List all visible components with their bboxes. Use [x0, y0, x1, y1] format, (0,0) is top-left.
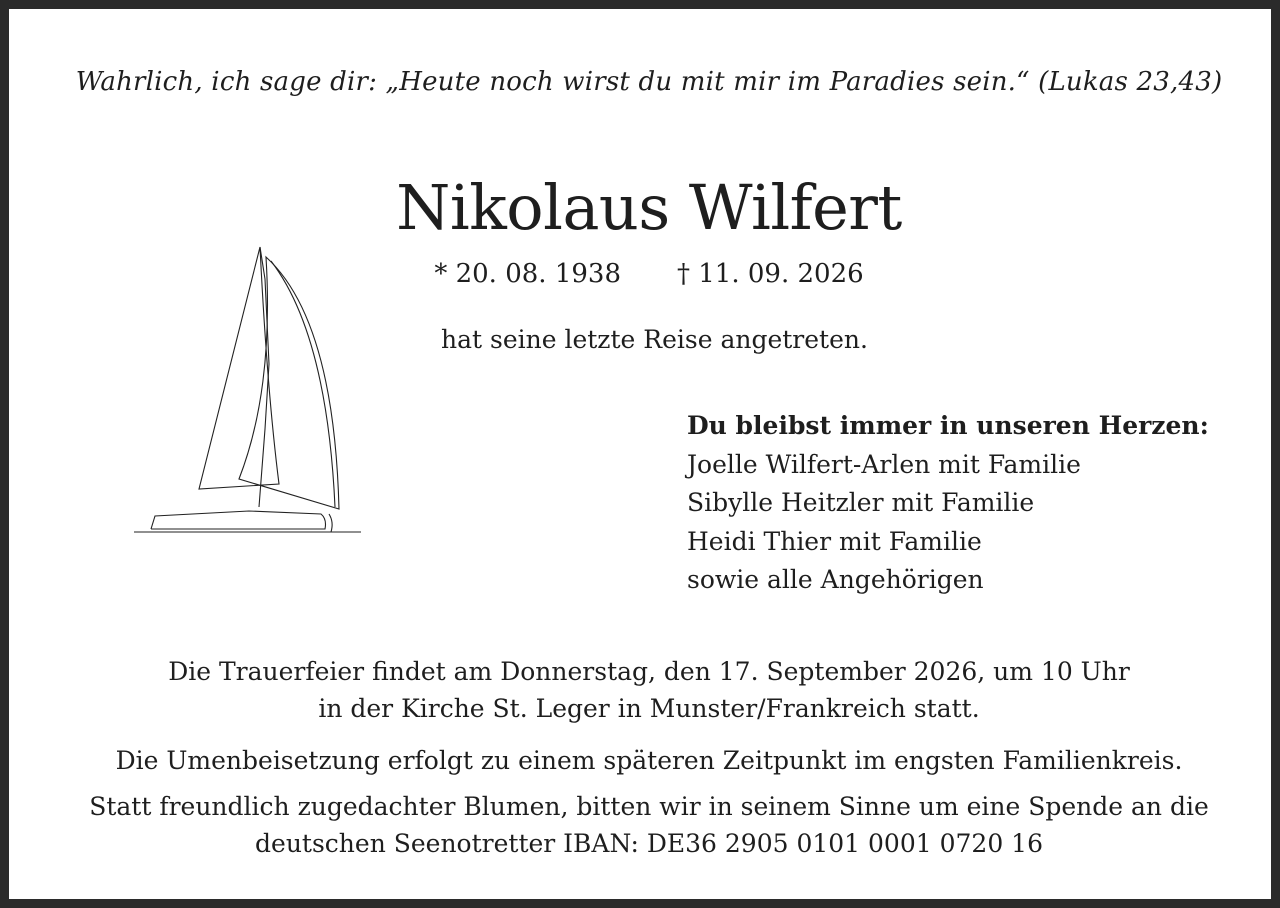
donation-line-2: deutschen Seenotretter IBAN: DE36 2905 0101 0001 0720 16 [255, 829, 1043, 858]
mourner-1: Joelle Wilfert-Arlen mit Familie [687, 449, 1081, 479]
deceased-name: Nikolaus Wilfert [396, 171, 902, 244]
mourners-heading: Du bleibst immer in unseren Herzen: [687, 411, 1209, 440]
mourner-2: Sibylle Heitzler mit Familie [687, 488, 1035, 517]
announcement-text: hat seine letzte Reise angetreten. [441, 325, 868, 354]
mourner-3: Heidi Thier mit Familie [687, 526, 982, 556]
donation-info [9, 788, 1280, 862]
death-date: † 11. 09. 2026 [677, 259, 864, 289]
burial-info [9, 742, 1280, 779]
burial-line: Die Umenbeisetzung erfolgt zu einem späteren Zeitpunkt im engsten Familienkreis. [115, 746, 1183, 775]
service-info [9, 653, 1280, 727]
mourner-4: sowie alle Angehörigen [687, 565, 984, 594]
donation-line-1: Statt freundlich zugedachter Blumen, bitten wir in seinem Sinne um eine Spende an die [89, 792, 1209, 821]
mourners-block [687, 407, 1209, 600]
birth-date: * 20. 08. 1938 [434, 259, 621, 289]
bible-verse: Wahrlich, ich sage dir: „Heute noch wirst du mit mir im Paradies sein.“ (Lukas 23,43) [75, 67, 1223, 97]
service-line-2: in der Kirche St. Leger in Munster/Frankreich statt. [318, 694, 980, 723]
service-line-1: Die Trauerfeier findet am Donnerstag, den 17. September 2026, um 10 Uhr [168, 657, 1130, 686]
sailboat-icon [129, 239, 369, 539]
